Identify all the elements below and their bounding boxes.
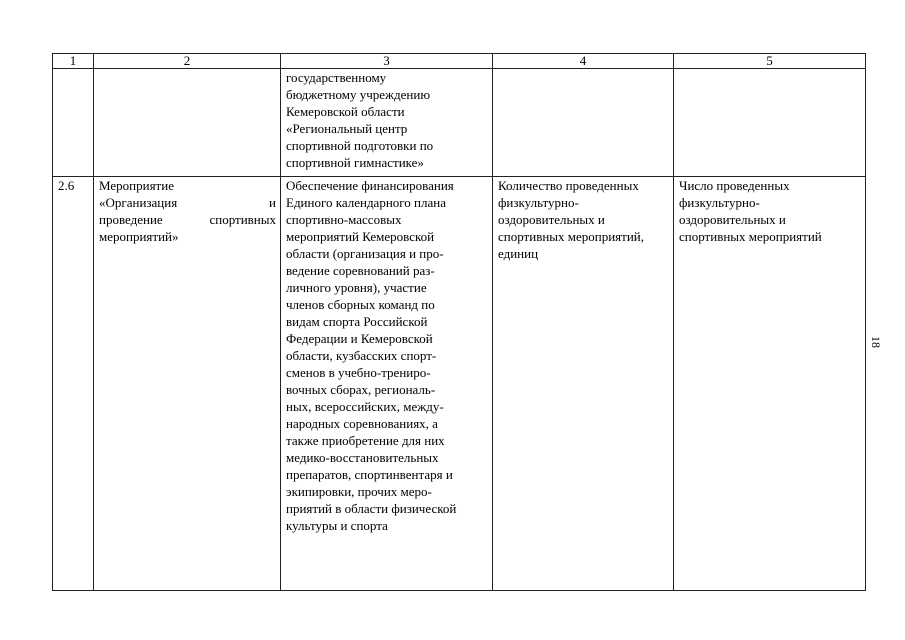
text-line: оздоровительных и [679,212,786,227]
text-line: спортивно-массовых [286,212,402,227]
text-line: «Организация и [99,195,276,210]
indicator-cell [493,177,674,591]
text-line: приятий в области физической [286,501,457,516]
text-line: мероприятий» [99,229,179,244]
text-line: также приобретение для них [286,433,445,448]
text-line: Число проведенных [679,178,790,193]
text-line: физкультурно- [498,195,579,210]
text-line: оздоровительных и [498,212,605,227]
text-line: области, кузбасских спорт- [286,348,437,363]
text-line: спортивной подготовки по [286,138,434,153]
page-number: 18 [869,336,883,348]
text-line: Единого календарного плана [286,195,446,210]
text-line: физкультурно- [679,195,760,210]
text-line: видам спорта Российской [286,314,428,329]
header-col-5: 5 [674,54,866,69]
table-row-2-6 [53,177,866,591]
text-line: единиц [498,246,539,261]
text-line: «Региональный центр [286,121,408,136]
table-header-row [53,54,866,69]
text-line: спортивных мероприятий [679,229,822,244]
text-line: медико-восстановительных [286,450,439,465]
measure-name-cell [94,177,281,591]
text-line: спортивной гимнастике» [286,155,424,170]
measure-description-cell [281,177,493,591]
result-cell [674,177,866,591]
header-col-2: 2 [94,54,281,69]
text-line: Количество проведенных [498,178,639,193]
cell-empty [674,69,866,177]
text-line: ных, всероссийских, между- [286,399,444,414]
text-line: спортивных мероприятий, [498,229,645,244]
text-line: бюджетному учреждению [286,87,431,102]
text-line: области (организация и про- [286,246,444,261]
text-line: ведение соревнований раз- [286,263,435,278]
header-col-1: 1 [53,54,94,69]
text-line: членов сборных команд по [286,297,435,312]
text-line: народных соревнованиях, а [286,416,438,431]
header-col-4: 4 [493,54,674,69]
text-line: препаратов, спортинвентаря и [286,467,453,482]
text-line: личного уровня), участие [286,280,427,295]
cell-empty [94,69,281,177]
text-line: вочных сборах, региональ- [286,382,436,397]
cell-empty [493,69,674,177]
program-table [52,53,866,591]
row-number: 2.6 [53,177,94,591]
text-line: сменов в учебно-трениро- [286,365,431,380]
text-line: проведение спортивных [99,212,276,227]
cell-empty [53,69,94,177]
header-col-3: 3 [281,54,493,69]
text-line: Обеспечение финансирования [286,178,454,193]
cell-continued-col3 [281,69,493,177]
text-line: Мероприятие [99,178,174,193]
text-line: мероприятий Кемеровской [286,229,435,244]
text-line: Кемеровской области [286,104,405,119]
text-line: Федерации и Кемеровской [286,331,433,346]
table-row-continued [53,69,866,177]
text-line: государственному [286,70,387,85]
text-line: экипировки, прочих меро- [286,484,432,499]
text-line: культуры и спорта [286,518,388,533]
